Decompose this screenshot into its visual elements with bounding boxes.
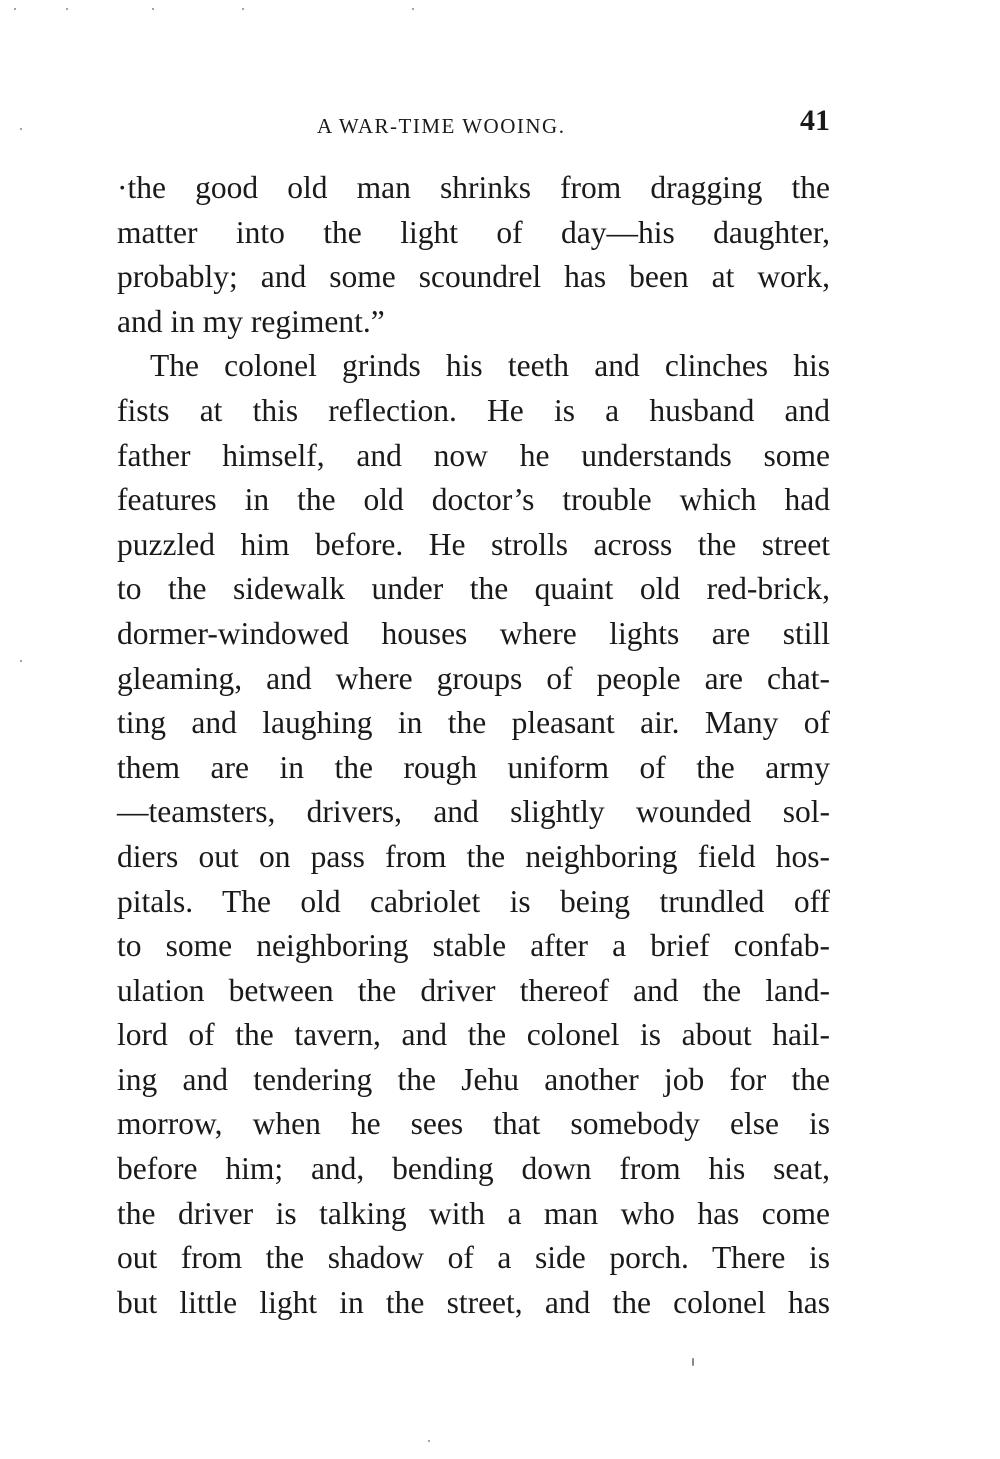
scan-speck — [20, 660, 22, 662]
text-line: but little light in the street, and the colonel has — [117, 1284, 830, 1320]
text-line: to some neighboring stable after a brief confab- — [117, 928, 830, 964]
text-line: dormer-windowed houses where lights are still — [117, 615, 830, 651]
text-line: matter into the light of day—his daughter, — [117, 214, 830, 250]
text-line: them are in the rough uniform of the army — [117, 749, 830, 785]
text-line: pitals. The old cabriolet is being trundled off — [117, 883, 830, 919]
scan-speck — [20, 128, 22, 130]
text-line: ·the good old man shrinks from dragging the — [117, 170, 830, 205]
text-line: ulation between the driver thereof and the land- — [117, 972, 830, 1008]
page-number: 41 — [800, 104, 830, 137]
text-line: father himself, and now he understands some — [117, 437, 830, 473]
text-line: fists at this reflection. He is a husband and — [117, 392, 830, 428]
text-line: —teamsters, drivers, and slightly wounded sol- — [117, 794, 830, 830]
text-line: out from the shadow of a side porch. There is — [117, 1240, 830, 1276]
text-line: and in my regiment.” — [117, 303, 385, 339]
scan-speck — [152, 8, 154, 10]
text-line: ting and laughing in the pleasant air. Many of — [117, 705, 830, 741]
scan-speck — [66, 8, 68, 10]
scan-speck — [692, 1358, 694, 1366]
body-text — [117, 166, 830, 1325]
text-line: puzzled him before. He strolls across the street — [117, 526, 830, 562]
scan-speck — [242, 8, 244, 10]
text-line: gleaming, and where groups of people are chat- — [117, 660, 830, 696]
text-line: ing and tendering the Jehu another job for the — [117, 1061, 830, 1097]
text-line: lord of the tavern, and the colonel is about hail- — [117, 1017, 830, 1053]
running-header — [117, 104, 830, 140]
text-line: the driver is talking with a man who has come — [117, 1195, 830, 1231]
text-line: The colonel grinds his teeth and clinches his — [150, 348, 830, 384]
scan-speck — [428, 1440, 430, 1442]
text-line: morrow, when he sees that somebody else is — [117, 1106, 830, 1142]
running-title: A WAR-TIME WOOING. — [317, 114, 566, 138]
text-line: diers out on pass from the neighboring field hos- — [117, 838, 830, 874]
text-line: to the sidewalk under the quaint old red-brick, — [117, 571, 830, 607]
scan-speck — [412, 8, 414, 10]
text-line: probably; and some scoundrel has been at work, — [117, 259, 830, 295]
scan-speck — [14, 8, 16, 10]
text-line: features in the old doctor’s trouble which had — [117, 482, 830, 518]
text-line: before him; and, bending down from his seat, — [117, 1151, 830, 1187]
